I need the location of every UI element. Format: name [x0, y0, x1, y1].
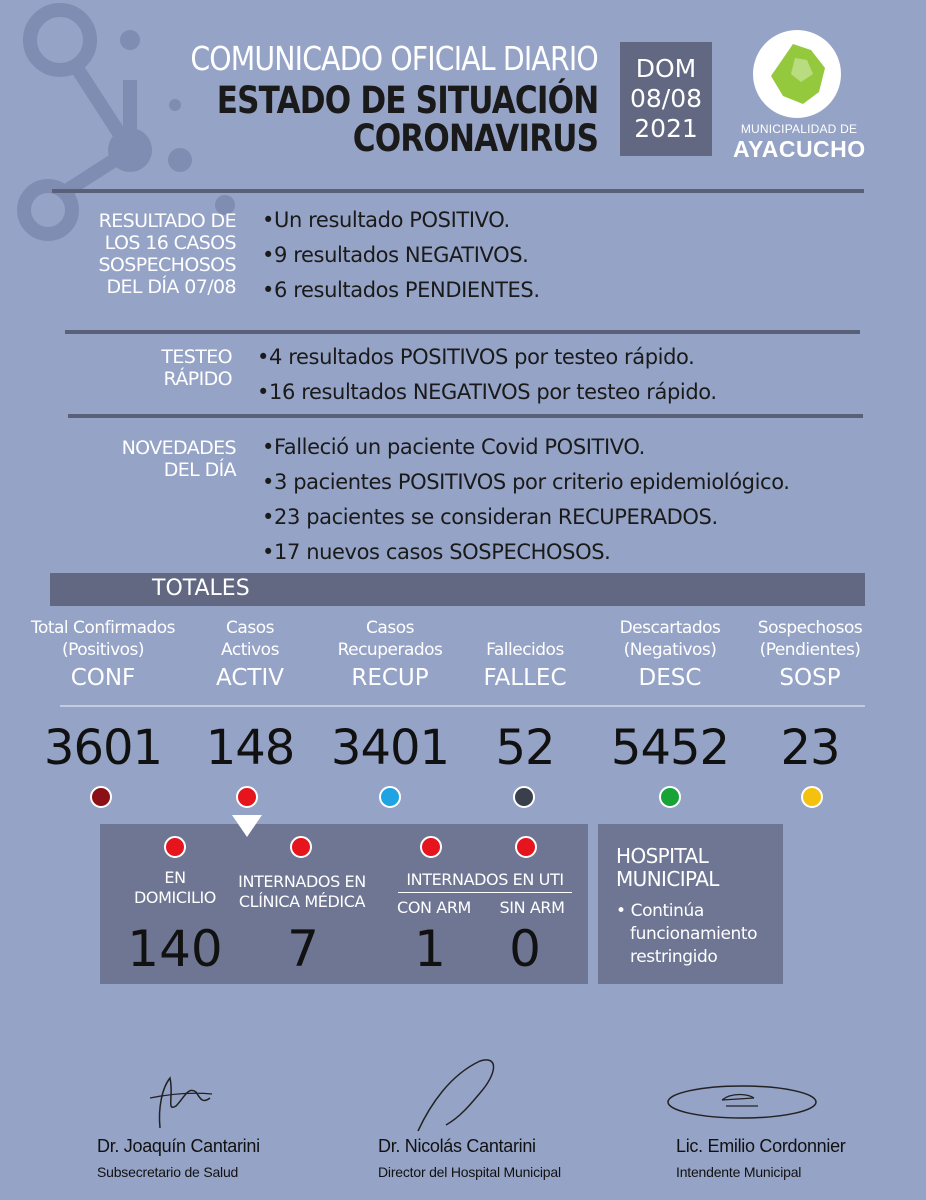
list-item: • 3 pacientes POSITIVOS por criterio epidemiológico. — [262, 465, 790, 500]
divider-2 — [65, 330, 860, 334]
signature-2-name: Dr. Nicolás Cantarini — [378, 1136, 536, 1156]
date-year: 2021 — [634, 114, 698, 143]
totals-divider — [60, 705, 865, 707]
uti-con-label: CON ARM — [397, 898, 471, 917]
signature-3-name: Lic. Emilio Cordonnier — [676, 1136, 846, 1156]
uti-sin-dot-icon — [515, 836, 537, 858]
signature-1-name: Dr. Joaquín Cantarini — [97, 1136, 260, 1156]
total-col-conf: Total Confirmados (Positivos) CONF — [30, 618, 176, 691]
total-col-sosp: Sospechosos (Pendientes) SOSP — [757, 618, 863, 691]
total-col-activ: Casos Activos ACTIV — [216, 618, 284, 691]
divider-1 — [52, 189, 864, 193]
date-day: DOM — [635, 54, 697, 83]
total-value-desc: 5452 — [610, 720, 730, 776]
clinica-dot-icon — [290, 836, 312, 858]
resultado-label: RESULTADO DE LOS 16 CASOS SOSPECHOSOS DEL DÍA 07/08 — [98, 210, 236, 298]
header-line-2: ESTADO DE SITUACIÓN — [216, 79, 598, 122]
hospital-status: • Continúa funcionamiento restringido — [616, 901, 758, 967]
date-box — [620, 42, 712, 156]
total-col-recup: Casos Recuperados RECUP — [337, 618, 443, 691]
signature-3-role: Intendente Municipal — [676, 1164, 802, 1180]
list-item: • Un resultado POSITIVO. — [262, 203, 540, 238]
divider-3 — [68, 414, 863, 418]
list-item: • Falleció un paciente Covid POSITIVO. — [262, 430, 790, 465]
list-item: • 9 resultados NEGATIVOS. — [262, 238, 540, 273]
desc-dot-icon — [659, 786, 681, 808]
logo-map-icon — [753, 30, 841, 118]
total-col-fallec: Fallecidos FALLEC — [483, 640, 567, 691]
total-col-desc: Descartados (Negativos) DESC — [619, 618, 721, 691]
signature-2-graphic — [410, 1055, 510, 1135]
total-value-fallec: 52 — [495, 720, 555, 776]
signature-3-graphic — [662, 1080, 822, 1130]
resultado-list — [262, 203, 540, 308]
total-value-sosp: 23 — [780, 720, 840, 776]
signature-2-role: Director del Hospital Municipal — [378, 1164, 561, 1180]
sosp-dot-icon — [801, 786, 823, 808]
signature-1-role: Subsecretario de Salud — [97, 1164, 239, 1180]
uti-con-dot-icon — [420, 836, 442, 858]
header-line-3: CORONAVIRUS — [352, 117, 598, 160]
date-date: 08/08 — [629, 84, 703, 113]
hospital-title: HOSPITAL MUNICIPAL — [616, 844, 719, 891]
uti-con-value: 1 — [414, 920, 446, 978]
total-value-activ: 148 — [205, 720, 295, 776]
testeo-label: TESTEO RÁPIDO — [161, 346, 232, 390]
conf-dot-icon — [90, 786, 112, 808]
domicilio-dot-icon — [164, 836, 186, 858]
list-item: • 23 pacientes se consideran RECUPERADOS. — [262, 500, 790, 535]
totals-title: TOTALES — [152, 576, 250, 601]
logo-text-2: AYACUCHO — [733, 136, 866, 162]
domicilio-value: 140 — [127, 920, 223, 978]
municipality-logo — [753, 30, 841, 118]
domicilio-label: EN DOMICILIO — [134, 868, 216, 907]
novedades-label: NOVEDADES DEL DÍA — [121, 437, 236, 481]
list-item: • 16 resultados NEGATIVOS por testeo rápido. — [257, 375, 717, 410]
list-item: • 6 resultados PENDIENTES. — [262, 273, 540, 308]
clinica-value: 7 — [287, 920, 319, 978]
list-item: • 4 resultados POSITIVOS por testeo rápido. — [257, 340, 717, 375]
recup-dot-icon — [379, 786, 401, 808]
logo-text-1: MUNICIPALIDAD DE — [740, 122, 858, 136]
total-value-recup: 3401 — [330, 720, 450, 776]
novedades-list — [262, 430, 790, 570]
uti-sin-label: SIN ARM — [499, 898, 565, 917]
header-line-1: COMUNICADO OFICIAL DIARIO — [190, 39, 598, 78]
clinica-label: INTERNADOS EN CLÍNICA MÉDICA — [238, 872, 366, 911]
list-item: • 17 nuevos casos SOSPECHOSOS. — [262, 535, 790, 570]
total-value-conf: 3601 — [43, 720, 163, 776]
uti-title: INTERNADOS EN UTI — [398, 870, 572, 893]
activ-dot-icon — [236, 786, 258, 808]
testeo-list — [257, 340, 717, 410]
fallec-dot-icon — [513, 786, 535, 808]
uti-sin-value: 0 — [509, 920, 541, 978]
pointer-triangle-icon — [232, 815, 262, 839]
signature-1-graphic — [140, 1068, 220, 1138]
